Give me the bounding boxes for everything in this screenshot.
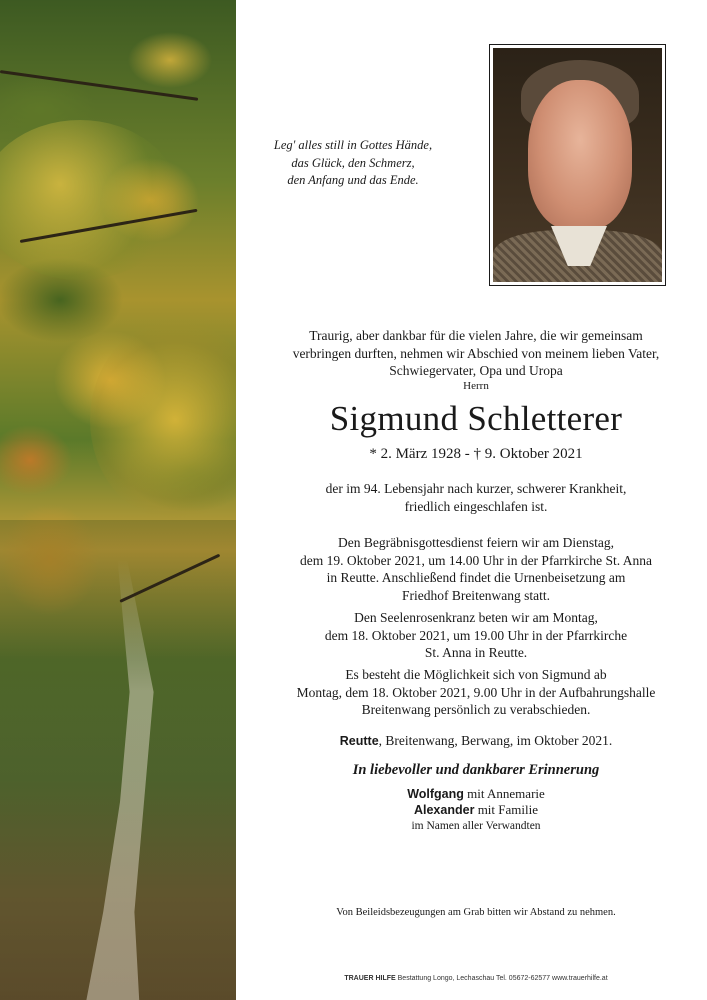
place-rest: , Breitenwang, Berwang, im Oktober 2021. — [378, 733, 613, 748]
memory-heading: In liebevoller und dankbarer Erinnerung — [352, 762, 600, 778]
footer-text: Bestattung Longo, Lechaschau Tel. 05672-62577 www.trauerhilfe.at — [395, 975, 608, 982]
footer-brand: TRAUER HILFE — [344, 975, 396, 982]
death-notice-line: der im 94. Lebensjahr nach kurzer, schwerer Krankheit, — [325, 481, 627, 496]
family-relatives: im Namen aller Verwandten — [411, 820, 541, 832]
quote-line: Leg' alles still in Gottes Hände, — [273, 138, 433, 152]
intro-text — [256, 327, 696, 380]
intro-line: Traurig, aber dankbar für die vielen Jahre, die wir gemeinsam — [309, 328, 643, 343]
family-line — [256, 802, 696, 818]
salutation: Herrn — [463, 380, 489, 392]
family-name: Wolfgang — [407, 787, 464, 801]
life-dates: * 2. März 1928 - † 9. Oktober 2021 — [369, 446, 583, 462]
intro-line: Schwiegervater, Opa und Uropa — [389, 363, 563, 378]
place-town: Reutte — [339, 734, 379, 748]
branch — [0, 70, 198, 101]
condolence-note: Von Beileidsbezeugungen am Grab bitten wir Abstand zu nehmen. — [336, 907, 616, 918]
death-notice — [256, 480, 696, 515]
quote-line: den Anfang und das Ende. — [287, 173, 419, 187]
family-rest: mit Familie — [474, 802, 538, 817]
funeral-line: in Reutte. Anschließend findet die Urnenbeisetzung am — [326, 570, 626, 585]
forest-path-image — [0, 0, 236, 1000]
funeral-line: Friedhof Breitenwang statt. — [401, 587, 551, 603]
deceased-name: Sigmund Schletterer — [329, 399, 623, 438]
portrait-face — [528, 80, 632, 230]
rosary-info — [256, 609, 696, 662]
foliage — [90, 320, 236, 520]
portrait-frame — [489, 44, 666, 286]
family-line — [256, 786, 696, 802]
death-notice-line: friedlich eingeschlafen ist. — [404, 498, 548, 514]
funeral-line: dem 19. Oktober 2021, um 14.00 Uhr in der Pfarrkirche St. Anna — [299, 552, 653, 568]
farewell-info — [256, 666, 696, 719]
farewell-line: Breitenwang persönlich zu verabschieden. — [361, 702, 591, 717]
intro-line: verbringen durften, nehmen wir Abschied von meinem lieben Vater, — [292, 345, 660, 361]
rosary-line: Den Seelenrosenkranz beten wir am Montag, — [354, 610, 598, 625]
funeral-info — [256, 534, 696, 604]
rosary-line: dem 18. Oktober 2021, um 19.00 Uhr in der Pfarrkirche — [324, 627, 628, 643]
farewell-line: Es besteht die Möglichkeit sich von Sigmund ab — [345, 667, 607, 682]
funeral-line: Den Begräbnisgottesdienst feiern wir am Dienstag, — [338, 535, 614, 550]
place-date — [256, 733, 696, 749]
footer — [256, 975, 696, 982]
farewell-line: Montag, dem 18. Oktober 2021, 9.00 Uhr in der Aufbahrungshalle — [296, 684, 656, 700]
family-signatures — [256, 786, 696, 834]
family-rest: mit Annemarie — [463, 786, 545, 801]
rosary-line: St. Anna in Reutte. — [424, 645, 528, 660]
foliage — [0, 120, 180, 280]
quote-line: das Glück, den Schmerz, — [291, 155, 415, 170]
quote — [248, 137, 458, 190]
family-name: Alexander — [413, 803, 475, 817]
portrait-photo — [493, 48, 662, 282]
